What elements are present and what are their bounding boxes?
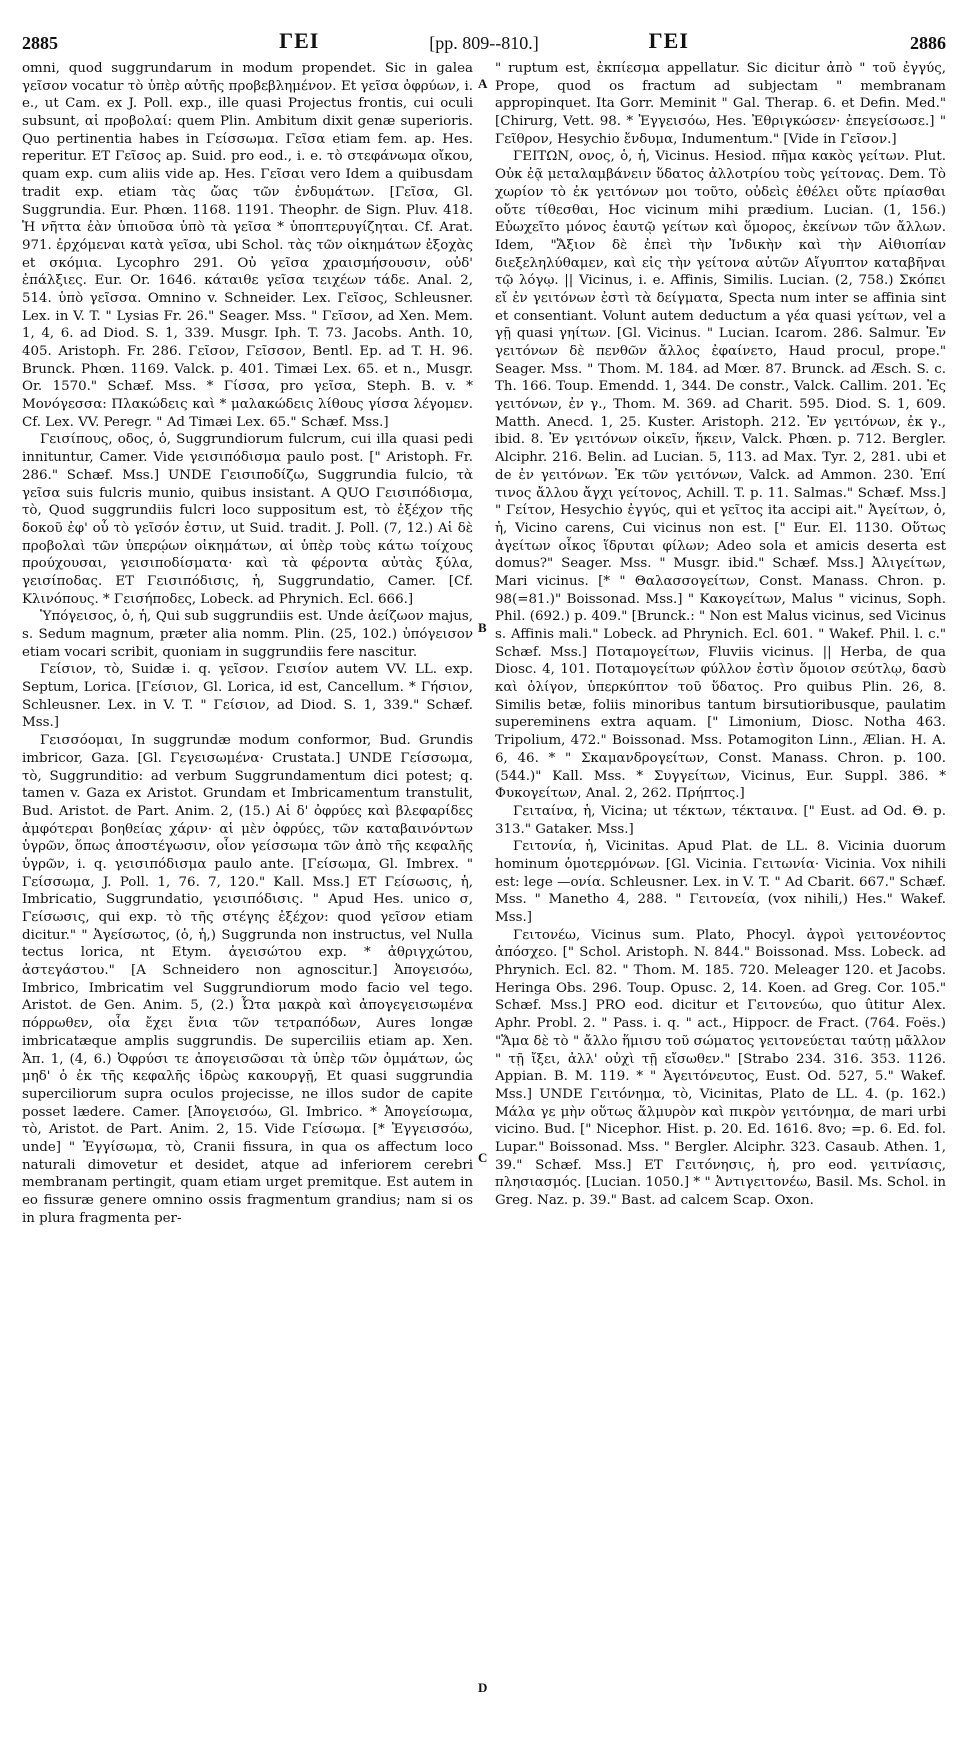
entry-paragraph: Γειταίνα, ἡ, Vicina; ut τέκτων, τέκταινα. [" Eust. ad Od. Θ. p. 313." Gataker. Mss.] [495, 803, 946, 837]
entry-paragraph: omni, quod suggrundarum in modum propendet. Sic in galea γεῖσον vocatur τὸ ὑπὲρ αὐτῆς προβεβλημένον. Et γεῖσα ὀφρύων, i. e., ut Cam. ex J. Poll. exp., ille quasi Projectus frontis, cui oculi subsunt, αἱ προβολαί: quem Plin. Ambitum dixit genæ superioris. Quo pertinentia habes in Γείσσωμα. Γεῖσα etiam fem. ap. Hes. reperitur. ET Γεῖσος ap. Suid. pro eod., i. e. τὸ στεφάνωμα οἴκου, quam exp. cum aliis vide ap. Hes. Γεῖσαι vero Idem a quibusdam tradit exp. etiam τὰς ὤας τῶν ἐνδυμάτων. [Γεῖσα, Gl. Suggrundia. Eur. Phœn. 1168. 1191. Theophr. de Sign. Pluv. 418. Ἡ νῆττα ἐὰν ὑπιοῦσα ὑπὸ τὰ γεῖσα * ὑποπτερυγίζηται. Cf. Arat. 971. ἐρχόμεναι κατὰ γεῖσα, ubi Schol. τὰς τῶν οἰκημάτων ἐξοχὰς et σκόμια. Lycophro 291. Οὐ γεῖσα χραισμήσουσιν, οὐδ' ἐπάλξιες. Eur. Or. 1646. κάταιθε γεῖσα τειχέων τάδε. Anal. 2, 514. ὑπὸ γεῖσσα. Omnino v. Schneider. Lex. Γεῖσος, Schleusner. Lex. in V. T. " Lysias Fr. 26." Seager. Mss. " Γεῖσον, ad Xen. Mem. 1, 4, 6. ad Diod. S. 1, 339. Musgr. Iph. T. 73. Jacobs. Anth. 10, 405. Aristoph. Fr. 286. Γεῖσον, Γεῖσσον, Bentl. Ep. ad T. H. 96. Brunck. Phœn. 1169. Valck. p. 401. Timæi Lex. 65. et n., Musgr. Or. 1570." Schæf. Mss. * Γίσσα, pro γεῖσα, Steph. B. v. * Μονόγεσσα: Πλακώδεις καὶ * μαλακώδεις λίθους γίσσα λέγομεν. Cf. Lex. VV. Peregr. " Ad Timæi Lex. 65." Schæf. Mss.] [22, 61, 473, 430]
page-header [22, 14, 946, 54]
right-page-number: 2886 [910, 33, 946, 53]
margin-letter: C [478, 1150, 488, 1165]
margin-letter: B [478, 620, 487, 635]
left-column [22, 60, 473, 1227]
right-column [495, 60, 946, 1227]
entry-paragraph: Γεισίπους, οδος, ὁ, Suggrundiorum fulcrum, cui illa quasi pedi innituntur, Camer. Vide γεισιπόδισμα paulo post. [" Aristoph. Fr. 286." Schæf. Mss.] UNDE Γεισιποδίζω, Suggrundia fulcio, τὰ γεῖσα suis fulcris munio, quibus insistant. A QUO Γεισιπόδισμα, τὸ, Quod suggrundiis fulcri loco suppositum est, τὸ ἐξέχον τῆς δοκοῦ ἐφ' οὗ τὸ γεῖσόν ἐστιν, ut Suid. tradit. J. Poll. (7, 12.) Αἱ δὲ προβολαὶ τῶν ὑπερῴων οἰκημάτων, αἱ ὑπὲρ τοὺς κάτω τοίχους προύχουσαι, γεισιποδίσματα· καὶ τὰ φέροντα αὐτὰς ξύλα, γεισίποδας. ET Γεισιπόδισις, ἡ, Suggrundatio, Camer. [Cf. Κλινόπους. * Γεισήποδες, Lobeck. ad Phrynich. Ecl. 666.] [22, 432, 473, 607]
column-gutter [473, 60, 495, 1695]
left-running-head: ΓΕΙ [279, 28, 320, 53]
entry-paragraph: " ruptum est, ἐκπίεσμα appellatur. Sic dicitur ἀπὸ " τοῦ ἐγγύς, Prope, quod os fractum ad subjectam " membranam appropinquet. Ita Gorr. Meminit " Gal. Therap. 6. et Defin. Med." [Chirurg, Vett. 98. * Ἐγγεισόω, Hes. Ἐθριγκώσεν· ἐπεγείσωσε.] " Γεῖθρον, Hesychio ἔνδυμα, Indumentum." [Vide in Γεῖσον.] [495, 61, 946, 147]
margin-letter: D [478, 1680, 488, 1695]
entry-paragraph: Γειτονέω, Vicinus sum. Plato, Phocyl. ἀγροὶ γειτονέοντος ἀπόσχεο. [" Schol. Aristoph. N. 844." Boissonad. Mss. Lobeck. ad Phrynich. Ecl. 82. " Thom. M. 185. 720. Meleager 120. et Jacobs. Heringa Obs. 296. Toup. Opusc. 2, 14. Koen. ad Greg. Cor. 105." Schæf. Mss.] PRO eod. dicitur et Γειτονεύω, quo ûtitur Alex. Aphr. Probl. 2. " Pass. i. q. " act., Hippocr. de Fract. (764. Foës.) "Ἅμα δὲ τὸ " ἄλλο ἥμισυ τοῦ σώματος γειτονεύεται ταύτῃ μᾶλλον " τῇ ἴξει, ἀλλ' οὐχὶ τῇ εἴσωθεν." [Strabo 234. 316. 353. 1126. Appian. B. M. 119. * " Ἀγειτόνευτος, Eust. Od. 527, 5." Wakef. Mss.] UNDE Γειτόνημα, τὸ, Vicinitas, Plato de LL. 4. (p. 162.) Μάλα γε μὴν οὕτως ἅλμυρὸν καὶ πικρὸν γειτόνημα, de mari urbi vicino. Bud. [" Nicephor. Hist. p. 20. Ed. 1616. 8vo; =p. 6. Ed. fol. Lupar." Boissonad. Mss. " Bergler. Alciphr. 323. Casaub. Athen. 1, 39." Schæf. Mss.] ET Γειτόνησις, ἡ, pro eod. γειτνίασις, πλησιασμός. [Lucian. 1050.] * " Ἀντιγειτονέω, Basil. Ms. Schol. in Greg. Naz. p. 39." Bast. ad calcem Scap. Oxon. [495, 927, 946, 1208]
right-running-head: ΓΕΙ [648, 28, 689, 53]
page-range: [pp. 809--810.] [429, 33, 539, 53]
entry-paragraph: Ὑπόγεισος, ὁ, ἡ, Qui sub suggrundiis est. Unde ἀείζωον majus, s. Sedum magnum, præter alia nomm. Plin. (25, 102.) ὑπόγεισον etiam vocari scribit, quoniam in suggrundiis fere nascitur. [22, 609, 473, 660]
entry-paragraph: Γειτονία, ἡ, Vicinitas. Apud Plat. de LL. 8. Vicinia duorum hominum ὁμοτερμόνων. [Gl. Vicinia. Γειτωνία· Vicinia. Vox nihili est: lege —ονία. Schleusner. Lex. in V. T. " Ad Cbarit. 667." Schæf. Mss. " Manetho 4, 288. " Γειτονεία, (vox nihili,) Hes." Wakef. Mss.] [495, 839, 946, 925]
margin-letter: A [478, 76, 488, 91]
text-columns [22, 60, 946, 1695]
entry-paragraph: Γεισσόομαι, In suggrundæ modum conformor, Bud. Grundis imbricor, Gaza. [Gl. Γεγεισωμένα· Crustata.] UNDE Γείσσωμα, τὸ, Suggrunditio: ad verbum Suggrundamentum dici potest; q. tamen v. Gaza ex Aristot. Grundam et Imbricamentum transtulit, Bud. Aristot. de Part. Anim. 2, (15.) Αἱ δ' ὀφρύες καὶ βλεφαρίδες ἀμφότεραι βοηθείας χάριν· αἱ μὲν ὀφρύες, τῶν καταβαινόντων ὑγρῶν, ὅπως ἀποστέγωσιν, οἷον γείσσωμα τῶν ἀπὸ τῆς κεφαλῆς ὑγρῶν, i. q. γεισιπόδισμα paulo ante. [Γείσωμα, Gl. Imbrex. " Γείσσωμα, J. Poll. 1, 76. 7, 120." Kall. Mss.] ET Γείσωσις, ἡ, Imbricatio, Suggrundatio, γεισιπόδισις. " Apud Hes. unico σ, Γείσωσις, qui exp. τὸ τῆς στέγης ἐξέχον: quod γεῖσον etiam dicitur." " Ἀγείσωτος, (ὁ, ἡ,) Suggrunda non instructus, vel Nulla tectus lorica, nt Etym. ἀγεισώτου exp. * ἀθριγχώτου, ἀστεγάστου." [A Schneidero non agnoscitur.] Ἀπογεισόω, Imbrico, Imbricatim vel Suggrundiorum modo facio vel tego. Aristot. de Gen. Anim. 5, (2.) Ὦτα μακρὰ καὶ ἀπογεγεισωμένα πόρρωθεν, οἷα ἔχει ἔνια τῶν τετραπόδων, Aures longæ imbricatæque amplis suggrundis. De superciliis etiam ap. Xen. Ἀπ. 1, (4, 6.) Ὀφρύσι τε ἀπογεισῶσαι τὰ ὑπὲρ τῶν ὀμμάτων, ὡς μηδ' ὁ ἐκ τῆς κεφαλῆς ἱδρὼς κακουργῇ, Et quasi suggrundia superciliorum supra oculos projecisse, ne illos sudor de capite posset lædere. Camer. [Ἀπογεισόω, Gl. Imbrico. * Ἀπογείσωμα, τὸ, Aristot. de Part. Anim. 2, 15. Vide Γείσωμα. [* Ἐγγεισσόω, unde] " Ἐγγίσωμα, τὸ, Cranii fissura, in qua os affectum loco naturali dimovetur et desidet, atque ad inferiorem cerebri membranam pertingit, quam etiam urget premitque. Est autem in eo fissuræ genere omnino ossis fragmentum grandius; nam si os in plura fragmenta per- [22, 733, 473, 1226]
entry-paragraph: ΓΕΙΤΩΝ, ονος, ὁ, ἡ, Vicinus. Hesiod. πῆμα κακὸς γείτων. Plut. Οὐκ ἐᾷ μεταλαμβάνειν ὕδατος ἀλλοτρίου τοὺς γείτονας. Dem. Τὸ χωρίον τὸ ἐκ γειτόνων μοι τοῦτο, οὐδεὶς ἐθέλει οὔτε πρίασθαι οὔτε τίθεσθαι, Hoc vicinum mihi prædium. Lucian. (1, 156.) Εὐωχεῖτο μόνος ἑαυτῷ γείτων καὶ ὅμορος, ἐκείνων τῶν ἄλλων. Idem, "Ἄξιον δὲ ἐπεὶ τὴν Ἰνδικὴν καὶ τὴν Αἰθιοπίαν διεξεληλύθαμεν, καὶ εἰς τὴν γείτονα αὐτῶν Αἴγυπτον καταβῆναι τῷ λόγῳ. || Vicinus, i. e. Affinis, Similis. Lucian. (2, 758.) Σκόπει εἴ ἐν γειτόνων ἐστὶ τὰ δείγματα, Specta num inter se affinia sint et consentiant. Volunt autem deductum a γέα quasi γείτων, vel a γῇ quasi γηίτων. [Gl. Vicinus. " Lucian. Icarom. 286. Salmur. Ἐν γειτόνων δὲ πενθῶν ἄλλος ἐφαίνετο, Haud procul, prope." Seager. Mss. " Thom. M. 184. ad Mœr. 87. Brunck. ad Æsch. S. c. Th. 166. Toup. Emendd. 1, 344. De constr., Valck. Callim. 201. Ἐς γειτόνων, ἐν γ., Thom. M. 369. ad Charit. 595. Diod. S. 1, 609. Matth. Anecd. 1, 25. Kuster. Aristoph. 212. Ἐν γειτόνων, ἐκ γ., ibid. 8. Ἐν γειτόνων οἰκεῖν, ἥκειν, Valck. Phœn. p. 712. Bergler. Alciphr. 216. Belin. ad Lucian. 5, 113. ad Max. Tyr. 2, 281. ubi et de ἐν γειτόνων. Ἐκ τῶν γειτόνων, Valck. ad Ammon. 230. Ἐπί τινος ἄλλου ἄγχι γείτονος, Achill. T. p. 11. Salmas." Schæf. Mss.] " Γείτον, Hesychio ἐγγύς, qui et γεῖτος ita accipi ait." Ἀγείτων, ὁ, ἡ, Vicino carens, Cui vicinus non est. [" Eur. El. 1130. Οὕτως ἀγείτων οἶκος ἵδρυται φίλων; Adeo sola et amicis deserta est domus?" Seager. Mss. " Musgr. ibid." Schæf. Mss.] Ἀλιγείτων, Mari vicinus. [* " Θαλασσογείτων, Const. Manass. Chron. p. 98(=81.)" Boissonad. Mss.] " Κακογείτων, Malus " vicinus, Soph. Phil. (692.) p. 409." [Brunck.: " Non est Malus vicinus, sed Vicinus s. Affinis mali." Lobeck. ad Phrynich. Ecl. 601. " Wakef. Phil. l. c." Schæf. Mss.] Ποταμογείτων, Fluviis vicinus. || Herba, de qua Diosc. 4, 101. Ποταμογείτων φύλλον ἐστὶν ὅμοιον σεύτλῳ, δασὺ καὶ ὀλίγον, ὑπερκύπτον τοῦ ὕδατος. Pro quibus Plin. 26, 8. Similis betæ, foliis minoribus tantum birsutioribusque, paulatim supereminens extra aquam. [" Limonium, Diosc. Notha 463. Tripolium, 472." Boissonad. Mss. Potamogiton Linn., Ælian. H. A. 6, 46. * " Σκαμανδρογείτων, Const. Manass. Chron. p. 100. (544.)" Kall. Mss. * Συγγείτων, Vicinus, Eur. Suppl. 386. * Φυκογείτων, Anal. 2, 262. Πρήπτος.] [495, 149, 946, 802]
left-page-number: 2885 [22, 33, 58, 53]
entry-paragraph: Γείσιον, τὸ, Suidæ i. q. γεῖσον. Γεισίον autem VV. LL. exp. Septum, Lorica. [Γείσιον, Gl. Lorica, id est, Cancellum. * Γήσιον, Schleusner. Lex. in V. T. " Γείσιον, ad Diod. S. 1, 339." Schæf. Mss.] [22, 662, 473, 731]
